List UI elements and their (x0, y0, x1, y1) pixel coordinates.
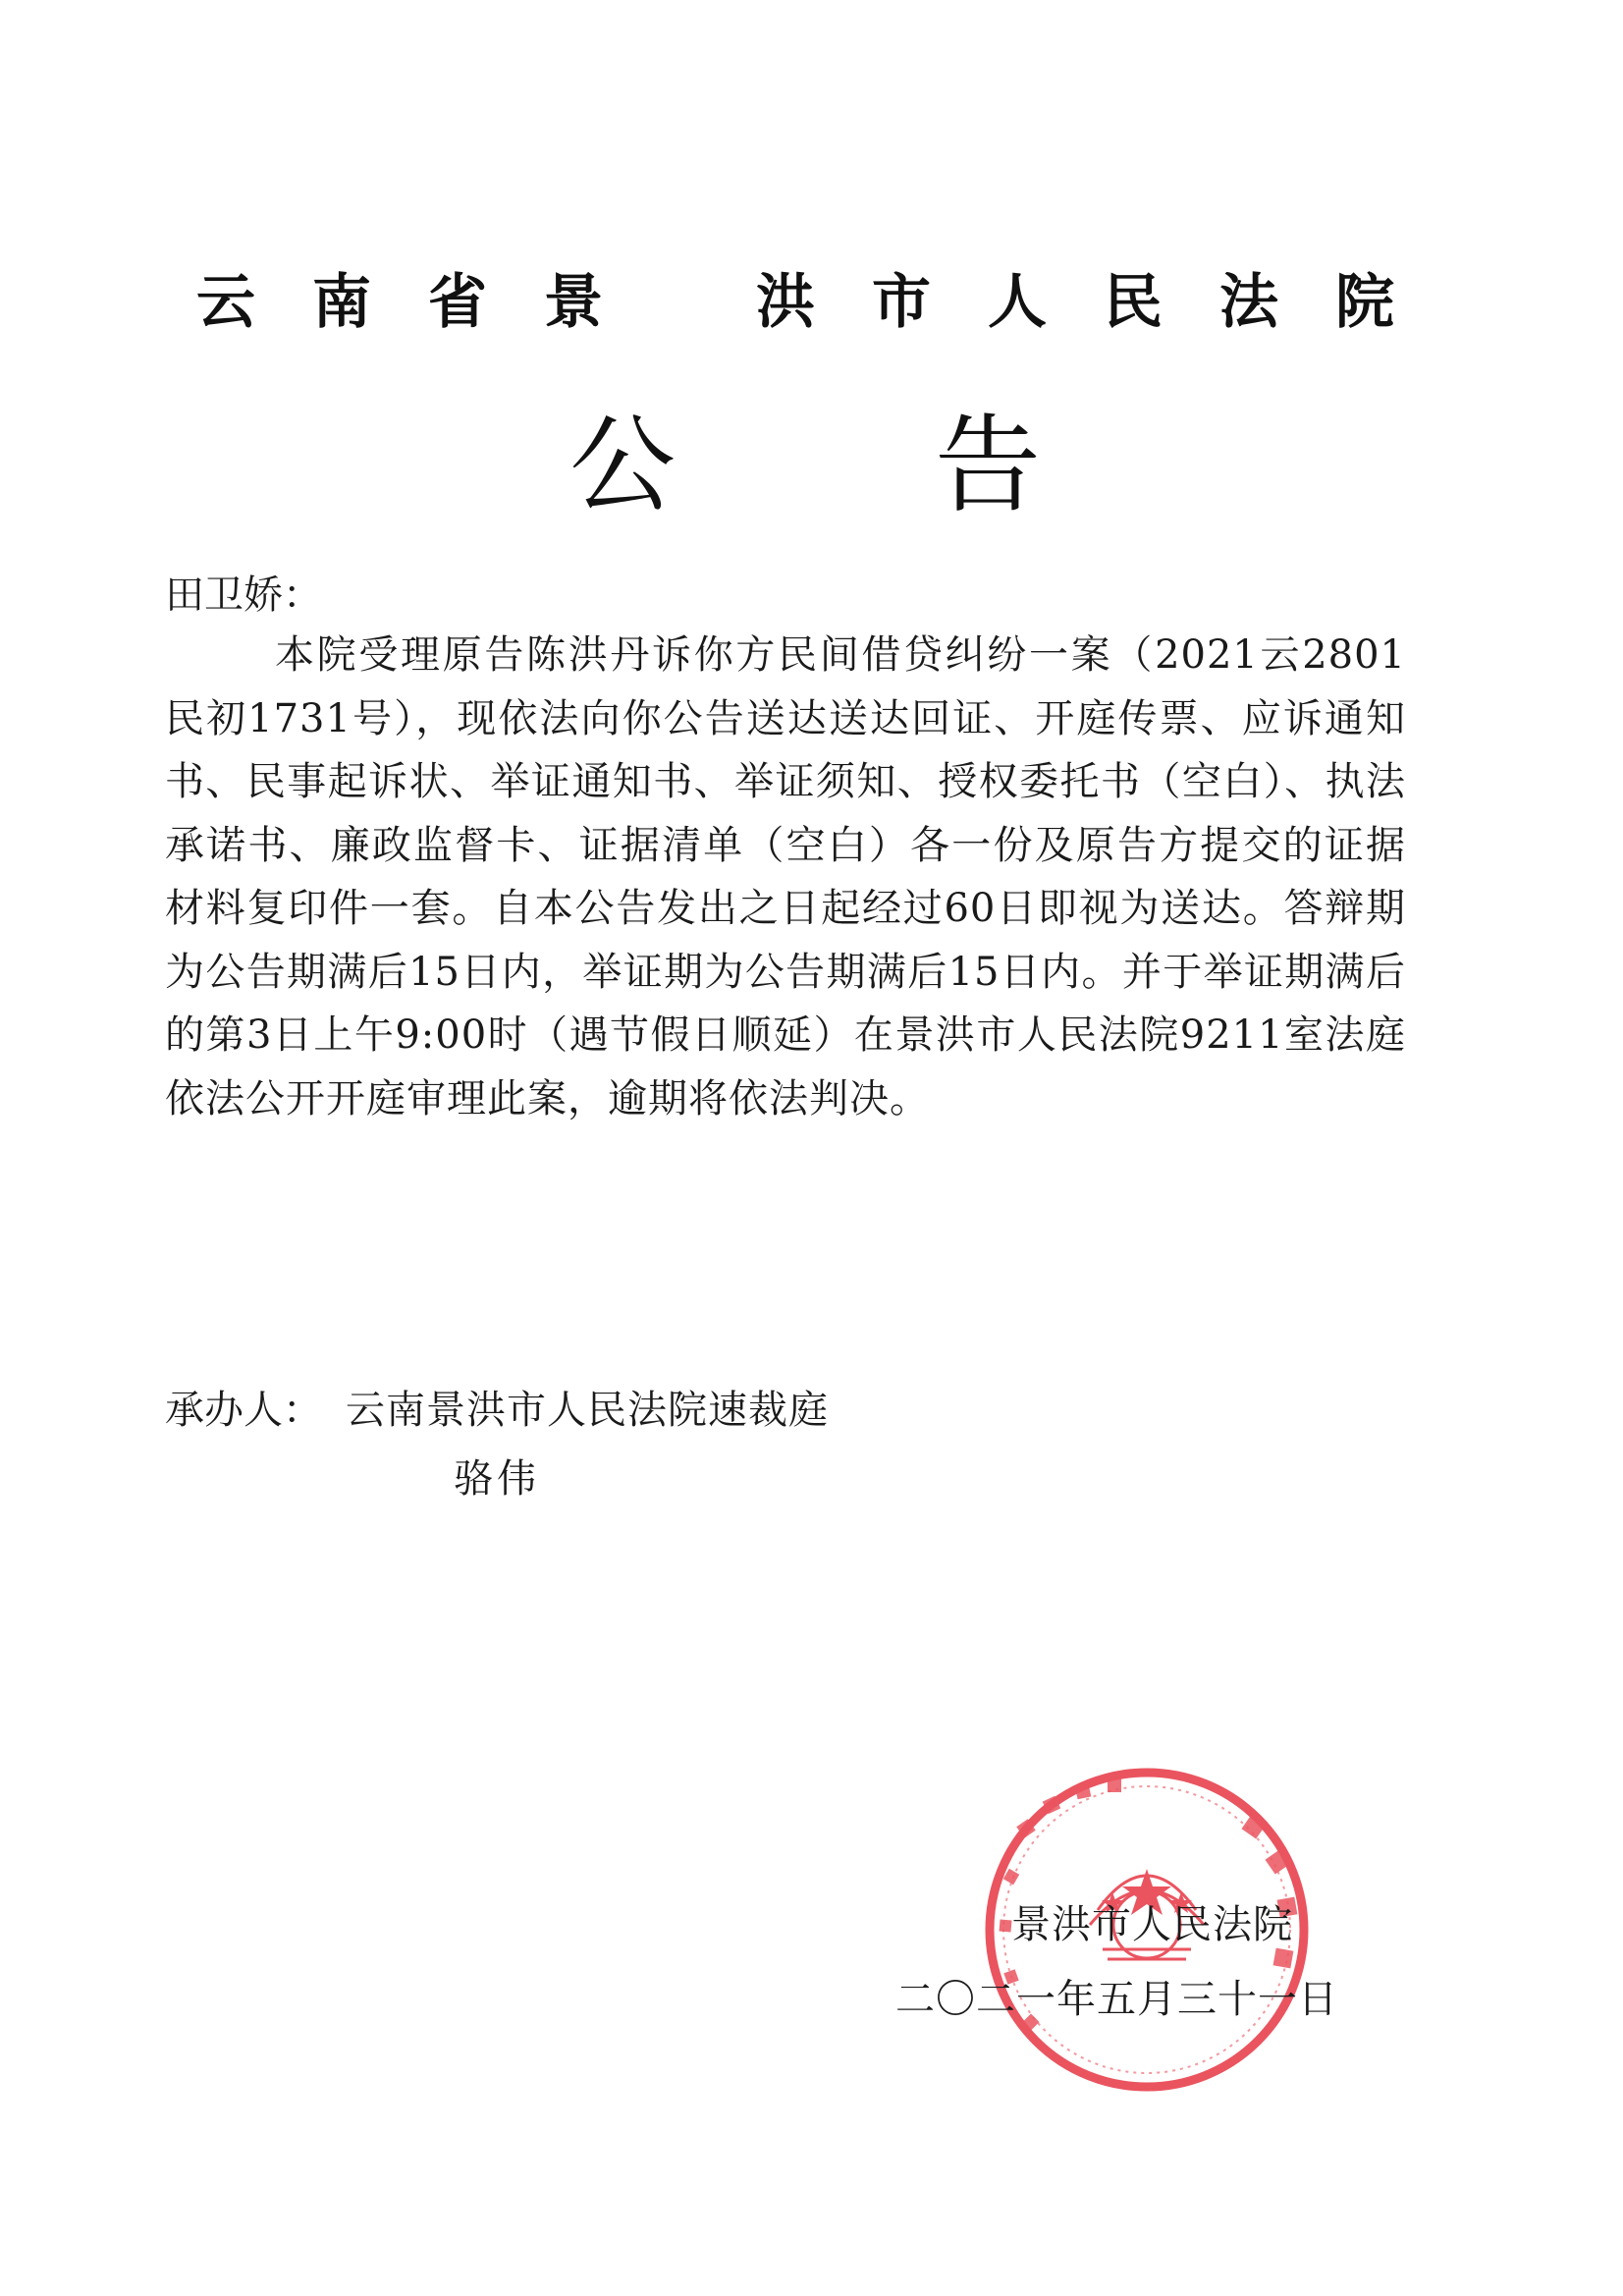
signature-court: 景洪市人民法院 (1011, 1902, 1293, 1947)
notice-title-char: 公 (569, 405, 676, 527)
addressee: 田卫娇： (165, 573, 322, 618)
court-name-char: 云 (196, 268, 255, 337)
notice-body: 本院受理原告陈洪丹诉你方民间借贷纠纷一案（2021云2801民初1731号），现依法向你公告送达送达回证、开庭传票、应诉通知书、民事起诉状、举证通知书、举证须知、授权委托书（空白）、执法承诺书、廉政监督卡、证据清单（空白）各一份及原告方提交的证据材料复印件一套。自本公告发出之日起经过60日即视为送达。答辩期为公告期满后15日内，举证期为公告期满后15日内。并于举证期满后的第3日上午9:00时（遇节假日顺延）在景洪市人民法院9211室法庭依法公开开庭审理此案，逾期将依法判决。 (165, 632, 1406, 1121)
handler-organization: 云南景洪市人民法院速裁庭 (346, 1388, 829, 1433)
handler-label: 承办人： (165, 1388, 322, 1433)
court-name-gap (660, 263, 699, 342)
court-name-char: 市 (872, 268, 931, 337)
court-name-header (196, 263, 1394, 342)
notice-title (569, 403, 1041, 530)
court-name-char: 洪 (756, 268, 815, 337)
court-name-char: 南 (312, 268, 371, 337)
notice-title-char: 告 (934, 405, 1041, 527)
court-name-char: 景 (544, 268, 603, 337)
signature-date: 二〇二一年五月三十一日 (895, 1977, 1338, 2022)
court-name-char: 人 (988, 268, 1047, 337)
court-name-char: 法 (1219, 268, 1278, 337)
court-name-char: 民 (1104, 268, 1163, 337)
court-name-char: 省 (428, 268, 487, 337)
court-name-char: 院 (1335, 268, 1394, 337)
handler-person: 骆伟 (454, 1456, 540, 1502)
